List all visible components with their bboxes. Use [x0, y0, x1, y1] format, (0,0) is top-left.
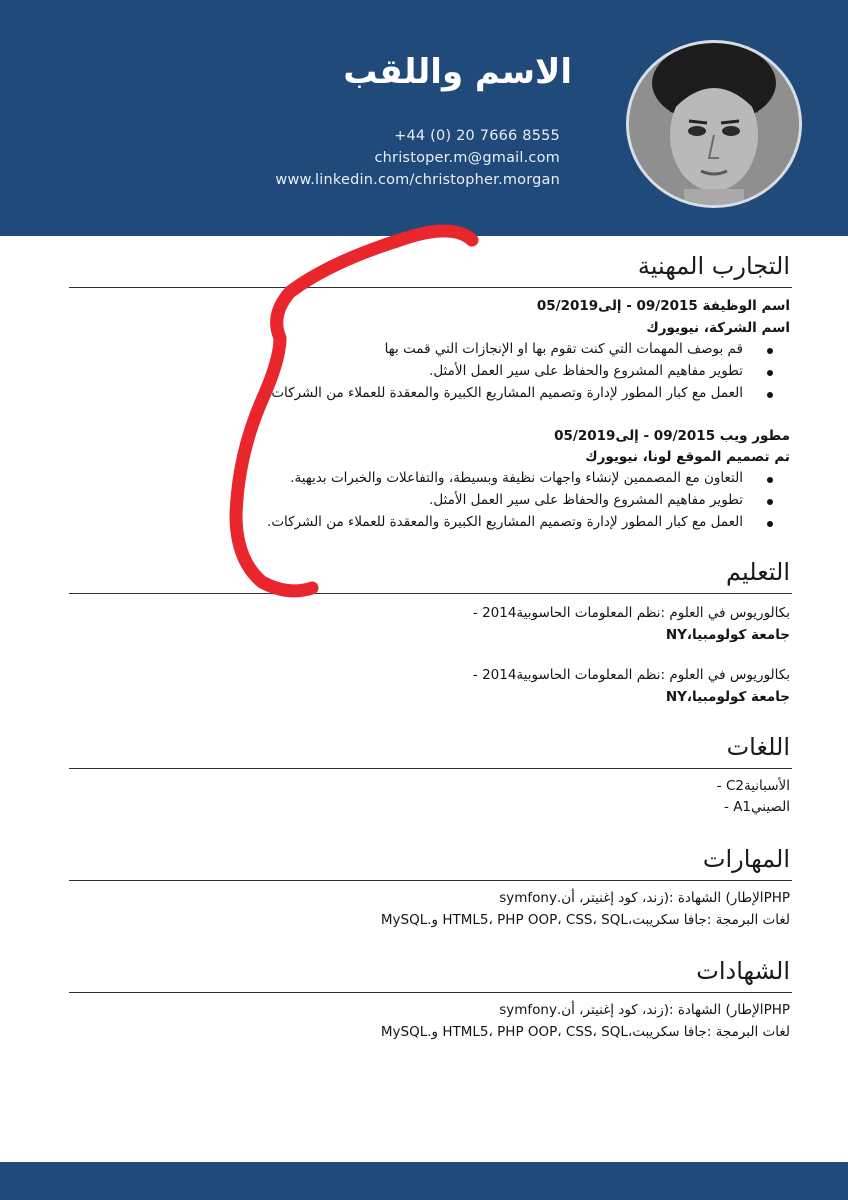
skills-rule — [69, 880, 792, 881]
education-title: التعليم — [726, 558, 790, 586]
job-1-bullet: قم بوصف المهمات التي كنت تقوم بها او الإنجازات التي قمت بها — [385, 341, 743, 357]
job-2-bullet: التعاون مع المصممين لإنشاء واجهات نظيفة وبسيطة، والتفاعلات والخبرات بديهية. — [290, 470, 743, 486]
language-item: الصينيA1 - — [724, 799, 790, 815]
full-name: الاسم واللقب — [343, 52, 572, 92]
certificates-line: PHPالإطار) الشهادة :(زند، كود إغنيتر، أن.symfony — [499, 1002, 790, 1018]
header-band — [0, 0, 848, 236]
skills-line: PHPالإطار) الشهادة :(زند، كود إغنيتر، أن.symfony — [499, 890, 790, 906]
job-1-bullet: تطوير مفاهيم المشروع والحفاظ على سير العمل الأمثل. — [429, 363, 743, 379]
education-rule — [69, 593, 792, 594]
bullet-dot — [767, 348, 773, 354]
footer-band — [0, 1162, 848, 1200]
job-2-bullet: العمل مع كبار المطور لإدارة وتصميم المشاريع الكبيرة والمعقدة للعملاء من الشركات. — [267, 514, 743, 530]
job-1-position: اسم الوظيفة 09/2015 - إلى05/2019 — [536, 298, 790, 314]
languages-rule — [69, 768, 792, 769]
education-school: جامعة كولومبيا،NY — [665, 627, 790, 643]
skills-title: المهارات — [702, 845, 790, 873]
phone-number: +44 (0) 20 7666 8555 — [394, 128, 560, 144]
job-2-position: مطور ويب 09/2015 - إلى05/2019 — [554, 428, 790, 444]
job-1-bullet: العمل مع كبار المطور لإدارة وتصميم المشاريع الكبيرة والمعقدة للعملاء من الشركات. — [267, 385, 743, 401]
website-url: www.linkedin.com/christopher.morgan — [275, 172, 560, 188]
bullet-dot — [767, 499, 773, 505]
job-2-company: تم تصميم الموقع لونا، نيويورك — [585, 449, 790, 465]
bullet-dot — [767, 392, 773, 398]
job-2-bullet: تطوير مفاهيم المشروع والحفاظ على سير العمل الأمثل. — [429, 492, 743, 508]
skills-line: لغات البرمجة :جافا سكريبت،HTML5، PHP OOP، CSS، SQL و.MySQL — [380, 912, 790, 928]
certificates-line: لغات البرمجة :جافا سكريبت،HTML5، PHP OOP، CSS، SQL و.MySQL — [380, 1024, 790, 1040]
education-school: جامعة كولومبيا،NY — [665, 689, 790, 705]
email-address: christoper.m@gmail.com — [374, 150, 560, 166]
profile-photo — [626, 40, 802, 208]
education-degree: بكالوريوس في العلوم :نظم المعلومات الحاسوبية2014 - — [472, 605, 790, 621]
certificates-title: الشهادات — [696, 957, 790, 985]
experience-rule — [69, 287, 792, 288]
bullet-dot — [767, 521, 773, 527]
bullet-dot — [767, 370, 773, 376]
bullet-dot — [767, 477, 773, 483]
languages-title: اللغات — [726, 733, 790, 761]
experience-title: التجارب المهنية — [637, 252, 790, 280]
job-1-company: اسم الشركة، نيويورك — [646, 320, 790, 336]
certificates-rule — [69, 992, 792, 993]
education-degree: بكالوريوس في العلوم :نظم المعلومات الحاسوبية2014 - — [472, 667, 790, 683]
language-item: الأسبانيةC2 - — [716, 778, 790, 794]
